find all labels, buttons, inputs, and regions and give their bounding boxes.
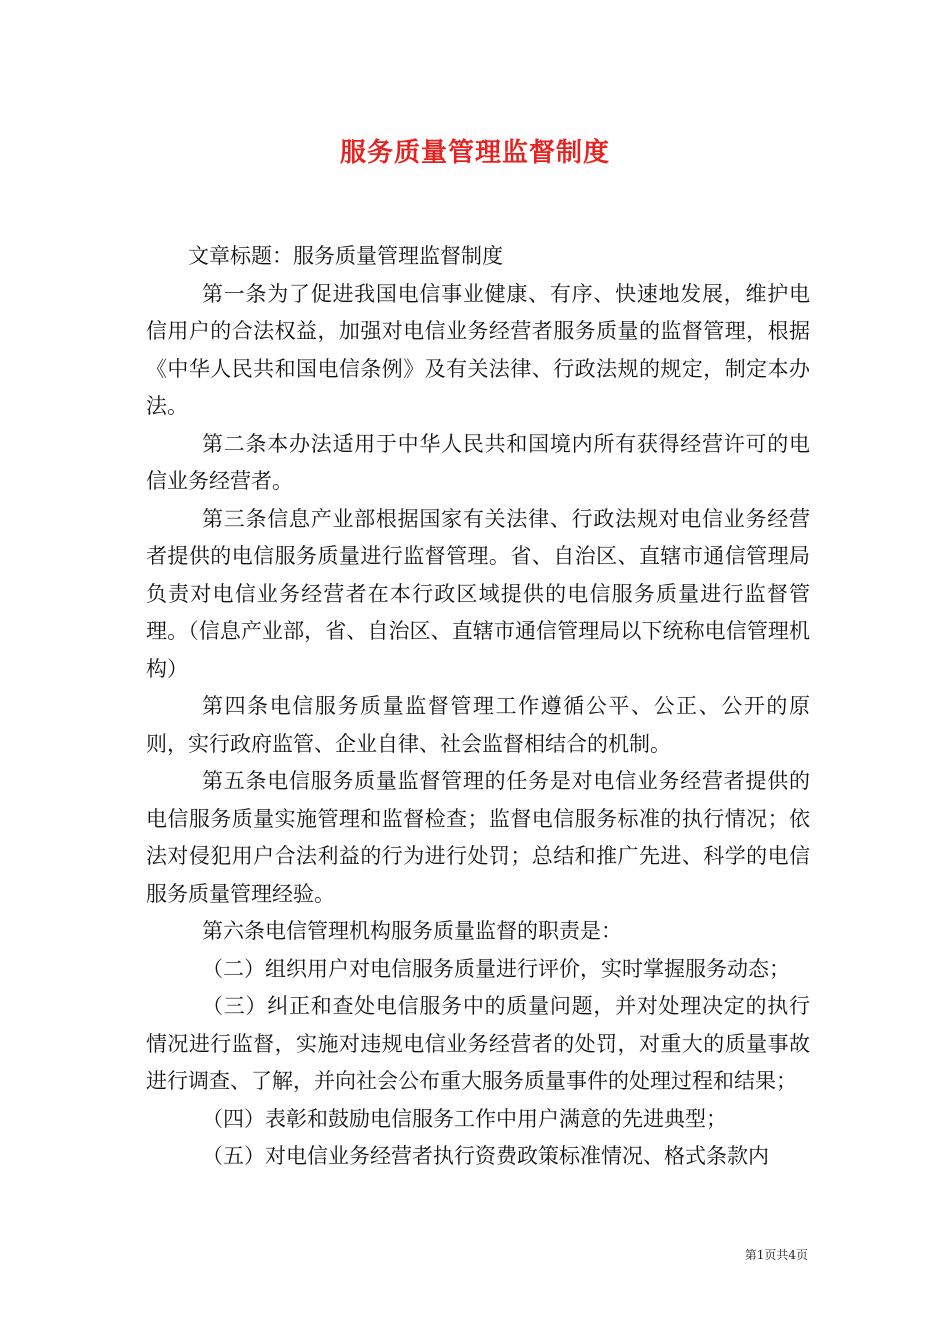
paragraph-article-4: 第四条电信服务质量监督管理工作遵循公平、公正、公开的原则，实行政府监管、企业自律、社会监督相结合的机制。 bbox=[146, 694, 810, 756]
paragraph-item-5: （五）对电信业务经营者执行资费政策标准情况、格式条款内 bbox=[202, 1144, 769, 1168]
document-title: 服务质量管理监督制度 bbox=[339, 138, 610, 168]
paragraph-item-3: （三）纠正和查处电信服务中的质量问题，并对处理决定的执行情况进行监督，实施对违规电信业务经营者的处罚，对重大的质量事故进行调查、了解，并向社会公布重大服务质量事件的处理过程和结果； bbox=[146, 994, 810, 1093]
paragraph-article-3: 第三条信息产业部根据国家有关法律、行政法规对电信业务经营者提供的电信服务质量进行监督管理。省、自治区、直辖市通信管理局负责对电信业务经营者在本行政区域提供的电信服务质量进行监督管理。（信息产业部，省、自治区、直辖市通信管理局以下统称电信管理机构） bbox=[146, 506, 810, 681]
paragraph-article-5: 第五条电信服务质量监督管理的任务是对电信业务经营者提供的电信服务质量实施管理和监督检查；监督电信服务标准的执行情况；依法对侵犯用户合法利益的行为进行处罚；总结和推广先进、科学的电信服务质量管理经验。 bbox=[146, 769, 810, 906]
paragraph-article-1: 第一条为了促进我国电信事业健康、有序、快速地发展，维护电信用户的合法权益，加强对电信业务经营者服务质量的监督管理，根据《中华人民共和国电信条例》及有关法律、行政法规的规定，制定本办法。 bbox=[146, 281, 810, 418]
paragraph-article-6: 第六条电信管理机构服务质量监督的职责是： bbox=[202, 919, 622, 943]
paragraph-item-2: （二）组织用户对电信服务质量进行评价，实时掌握服务动态； bbox=[202, 956, 790, 981]
paragraph-item-4: （四）表彰和鼓励电信服务工作中用户满意的先进典型； bbox=[202, 1106, 727, 1131]
paragraph-article-title: 文章标题：服务质量管理监督制度 bbox=[188, 244, 503, 268]
page-number-footer: 第1页共4页 bbox=[744, 1248, 808, 1262]
paragraph-article-2: 第二条本办法适用于中华人民共和国境内所有获得经营许可的电信业务经营者。 bbox=[146, 431, 810, 493]
document-body bbox=[146, 238, 810, 1176]
